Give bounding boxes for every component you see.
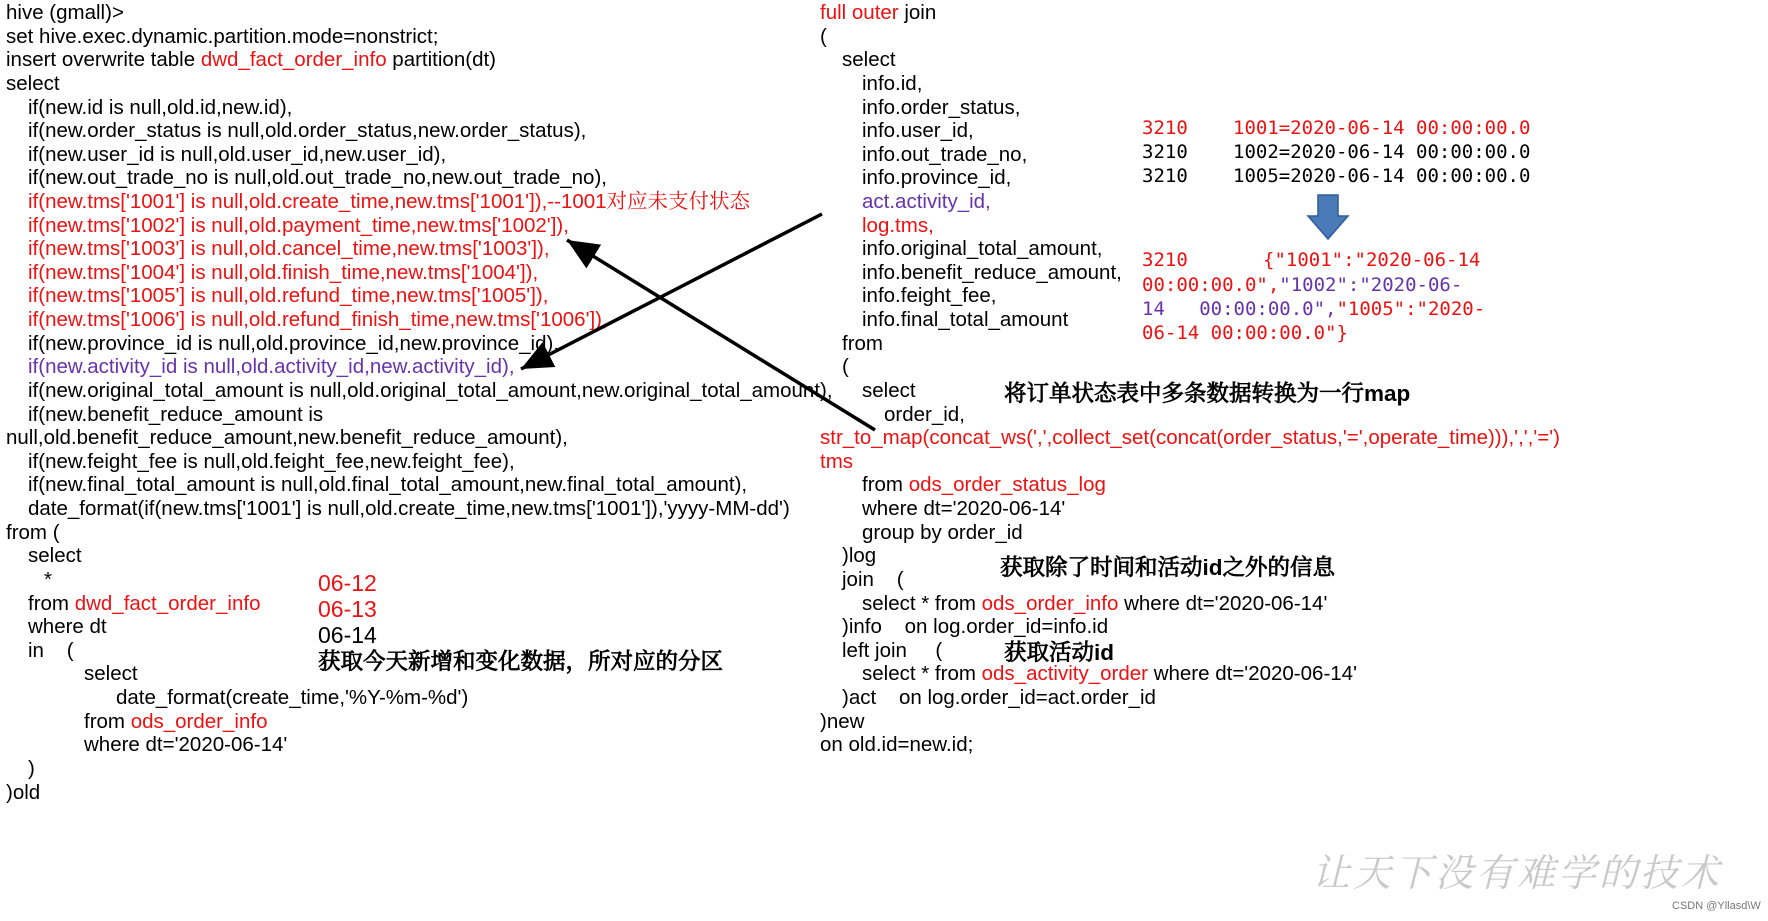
code-text: from [862, 473, 909, 496]
map-text: "1005":"2020- [1336, 298, 1486, 320]
code-text: where dt='2020-06-14' [1148, 662, 1357, 685]
status-row-value: 1001=2020-06-14 00:00:00.0 [1233, 117, 1531, 139]
status-row-id: 3210 [1142, 117, 1188, 139]
code-line-highlight: if(new.tms['1004'] is null,old.finish_time,new.tms['1004']), [28, 261, 539, 284]
code-line: set hive.exec.dynamic.partition.mode=nonstrict; [6, 25, 439, 48]
partition-date: 06-12 [318, 570, 377, 596]
code-line: ( [842, 355, 849, 378]
code-text: where dt='2020-06-14' [1118, 592, 1328, 615]
code-line: group by order_id [862, 521, 1023, 544]
code-line-tms: log.tms, [862, 214, 934, 237]
code-line-highlight: if(new.tms['1002'] is null,old.payment_time,new.tms['1002']), [28, 214, 569, 237]
code-line: on old.id=new.id; [820, 733, 974, 756]
source-credit: CSDN @Yllasd\W [1672, 900, 1761, 912]
table-name: ods_activity_order [981, 662, 1148, 685]
code-line: where dt='2020-06-14' [84, 733, 288, 756]
code-line-activity: if(new.activity_id is null,old.activity_id,new.activity_id), [28, 355, 515, 378]
code-line: if(new.id is null,old.id,new.id), [28, 96, 293, 119]
code-line: from ( [6, 521, 60, 544]
code-line: join ( [842, 568, 904, 591]
code-text: select * from [862, 662, 982, 685]
code-line: ) [28, 757, 35, 780]
code-line: select [842, 48, 896, 71]
partition-date: 06-14 [318, 622, 377, 648]
code-line: in ( [28, 639, 74, 662]
watermark: 让天下没有难学的技术 [1312, 851, 1723, 895]
code-line: where dt='2020-06-14' [862, 497, 1066, 520]
code-line-highlight: if(new.tms['1006'] is null,old.refund_finish_time,new.tms['1006']), [28, 308, 608, 331]
code-text: partition(dt) [386, 48, 496, 71]
code-line: if(new.out_trade_no is null,old.out_trade_no,new.out_trade_no), [28, 166, 607, 189]
table-name: dwd_fact_order_info [200, 48, 387, 71]
code-line: if(new.user_id is null,old.user_id,new.user_id), [28, 143, 447, 166]
map-result-id: 3210 [1142, 249, 1188, 271]
arrow-tms-to-timestamps [567, 240, 875, 430]
code-text: from [28, 592, 75, 615]
code-text: insert overwrite table [6, 48, 201, 71]
code-text: select * from [862, 592, 982, 615]
annotation-partitions: 获取今天新增和变化数据，所对应的分区 [318, 649, 724, 674]
map-text: "1002":"2020-06- [1279, 274, 1463, 296]
keyword-full-outer: full outer [820, 1, 899, 24]
status-row-id: 3210 [1142, 141, 1188, 163]
code-line: left join ( [842, 639, 943, 662]
code-line-activity: act.activity_id, [862, 190, 991, 213]
code-line: select [28, 544, 82, 567]
status-row-id: 3210 [1142, 165, 1188, 187]
map-text: 00:00:00.0", [1142, 274, 1280, 296]
code-line-highlight: if(new.tms['1005'] is null,old.refund_time,new.tms['1005']), [28, 284, 549, 307]
annotation-other-info: 获取除了时间和活动id之外的信息 [1000, 555, 1335, 580]
table-name: ods_order_info [981, 592, 1119, 615]
map-result-line: {"1001":"2020-06-14 [1263, 249, 1481, 271]
code-line: * [44, 568, 52, 591]
code-line: null,old.benefit_reduce_amount,new.benefit_reduce_amount), [6, 426, 568, 449]
code-line: ( [820, 25, 827, 48]
code-line: info.id, [862, 72, 923, 95]
code-line-str-to-map: str_to_map(concat_ws(',',collect_set(concat(order_status,'=',operate_time))),',','=') [820, 426, 1561, 449]
table-name: dwd_fact_order_info [74, 592, 261, 615]
status-row-value: 1005=2020-06-14 00:00:00.0 [1233, 165, 1531, 187]
code-line: )info on log.order_id=info.id [842, 615, 1109, 638]
code-line-highlight: if(new.tms['1003'] is null,old.cancel_time,new.tms['1003']), [28, 237, 550, 260]
code-line: date_format(create_time,'%Y-%m-%d') [116, 686, 469, 709]
map-result-line: 06-14 00:00:00.0"} [1142, 322, 1348, 344]
code-line: info.feight_fee, [862, 284, 997, 307]
code-line: info.final_total_amount [862, 308, 1069, 331]
code-text: join [898, 1, 937, 24]
code-line: where dt [28, 615, 107, 638]
code-line: select [84, 662, 138, 685]
code-line: if(new.feight_fee is null,old.feight_fee,new.feight_fee), [28, 450, 515, 473]
partition-date: 06-13 [318, 596, 377, 622]
code-line: info.benefit_reduce_amount, [862, 261, 1122, 284]
status-row-value: 1002=2020-06-14 00:00:00.0 [1233, 141, 1531, 163]
table-name: ods_order_info [130, 710, 268, 733]
code-line: from [842, 332, 883, 355]
code-line: )log [842, 544, 877, 567]
code-line: )old [6, 781, 41, 804]
code-line: if(new.original_total_amount is null,old.original_total_amount,new.original_total_amount), [28, 379, 833, 402]
code-line-tms: tms [820, 450, 854, 473]
annotation-to-map: 将订单状态表中多条数据转换为一行map [1004, 381, 1411, 406]
code-line: order_id, [884, 403, 965, 426]
code-line: info.user_id, [862, 119, 974, 142]
arrow-activity-to-activity [521, 214, 822, 369]
code-line: if(new.order_status is null,old.order_status,new.order_status), [28, 119, 587, 142]
code-line: info.original_total_amount, [862, 237, 1103, 260]
annotation-activity-id: 获取活动id [1004, 640, 1114, 665]
code-line-highlight: if(new.tms['1001'] is null,old.create_time,new.tms['1001']),--1001对应未支付状态 [28, 190, 751, 213]
map-text: 14 00:00:00.0", [1142, 298, 1337, 320]
code-line: info.province_id, [862, 166, 1012, 189]
code-line: select [862, 379, 916, 402]
code-text: from [84, 710, 131, 733]
code-line: if(new.province_id is null,old.province_id,new.province_id), [28, 332, 560, 355]
code-line: date_format(if(new.tms['1001'] is null,old.create_time,new.tms['1001']),'yyyy-MM-dd') [28, 497, 790, 520]
code-line: info.order_status, [862, 96, 1021, 119]
code-line: )act on log.order_id=act.order_id [842, 686, 1156, 709]
table-name: ods_order_status_log [908, 473, 1106, 496]
code-line: select [6, 72, 60, 95]
code-line: info.out_trade_no, [862, 143, 1028, 166]
code-line: )new [820, 710, 865, 733]
code-line: if(new.final_total_amount is null,old.final_total_amount,new.final_total_amount), [28, 473, 748, 496]
code-line: if(new.benefit_reduce_amount is [28, 403, 324, 426]
code-line: hive (gmall)> [6, 1, 124, 24]
